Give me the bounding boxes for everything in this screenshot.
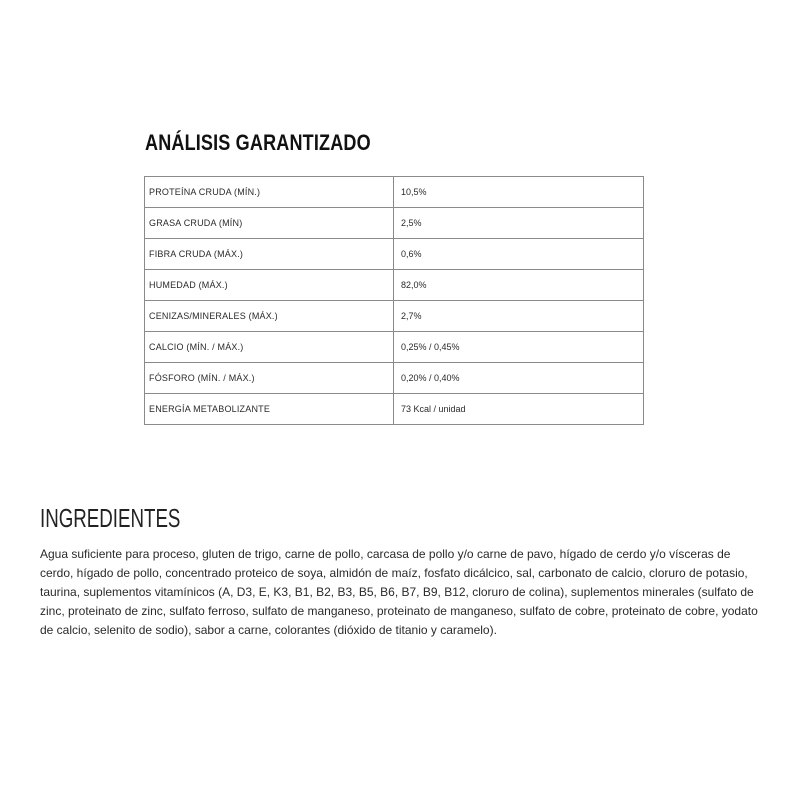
analysis-table bbox=[144, 176, 644, 425]
nutrient-value: 10,5% bbox=[394, 177, 644, 208]
analysis-title: ANÁLISIS GARANTIZADO bbox=[145, 130, 371, 155]
table-row bbox=[145, 332, 644, 363]
nutrient-value: 0,20% / 0,40% bbox=[394, 363, 644, 394]
table-row bbox=[145, 363, 644, 394]
nutrient-value: 2,5% bbox=[394, 208, 644, 239]
nutrient-label: CENIZAS/MINERALES (MÁX.) bbox=[145, 301, 394, 332]
nutrient-label: ENERGÍA METABOLIZANTE bbox=[145, 394, 394, 425]
nutrient-value: 0,25% / 0,45% bbox=[394, 332, 644, 363]
table-row bbox=[145, 394, 644, 425]
nutrient-label: CALCIO (MÍN. / MÁX.) bbox=[145, 332, 394, 363]
ingredients-title: INGREDIENTES bbox=[40, 503, 181, 533]
nutrient-label: FIBRA CRUDA (MÁX.) bbox=[145, 239, 394, 270]
table-row bbox=[145, 208, 644, 239]
nutrient-label: HUMEDAD (MÁX.) bbox=[145, 270, 394, 301]
table-row bbox=[145, 239, 644, 270]
ingredients-text: Agua suficiente para proceso, gluten de trigo, carne de pollo, carcasa de pollo y/o carne de pavo, hígado de cerdo y/o vísceras de cerdo, hígado de pollo, concentrado proteico de soya, almidón de maíz, fosfato dicálcico, sal, carbonato de calcio, cloruro de potasio, taurina, suplementos vitamínicos (A, D3, E, K3, B1, B2, B3, B5, B6, B7, B9, B12, cloruro de colina), suplementos minerales (sulfato de zinc, proteinato de zinc, sulfato ferroso, sulfato de manganeso, proteinato de manganeso, sulfato de cobre, proteinato de cobre, yodato de calcio, selenito de sodio), sabor a carne, colorantes (dióxido de titanio y caramelo). bbox=[40, 547, 758, 637]
table-row bbox=[145, 301, 644, 332]
nutrient-label: GRASA CRUDA (MÍN) bbox=[145, 208, 394, 239]
table-row bbox=[145, 177, 644, 208]
nutrient-value: 2,7% bbox=[394, 301, 644, 332]
table-row bbox=[145, 270, 644, 301]
nutrient-value: 0,6% bbox=[394, 239, 644, 270]
nutrient-label: PROTEÍNA CRUDA (MÍN.) bbox=[145, 177, 394, 208]
nutrient-value: 73 Kcal / unidad bbox=[394, 394, 644, 425]
nutrient-value: 82,0% bbox=[394, 270, 644, 301]
nutrient-label: FÓSFORO (MÍN. / MÁX.) bbox=[145, 363, 394, 394]
